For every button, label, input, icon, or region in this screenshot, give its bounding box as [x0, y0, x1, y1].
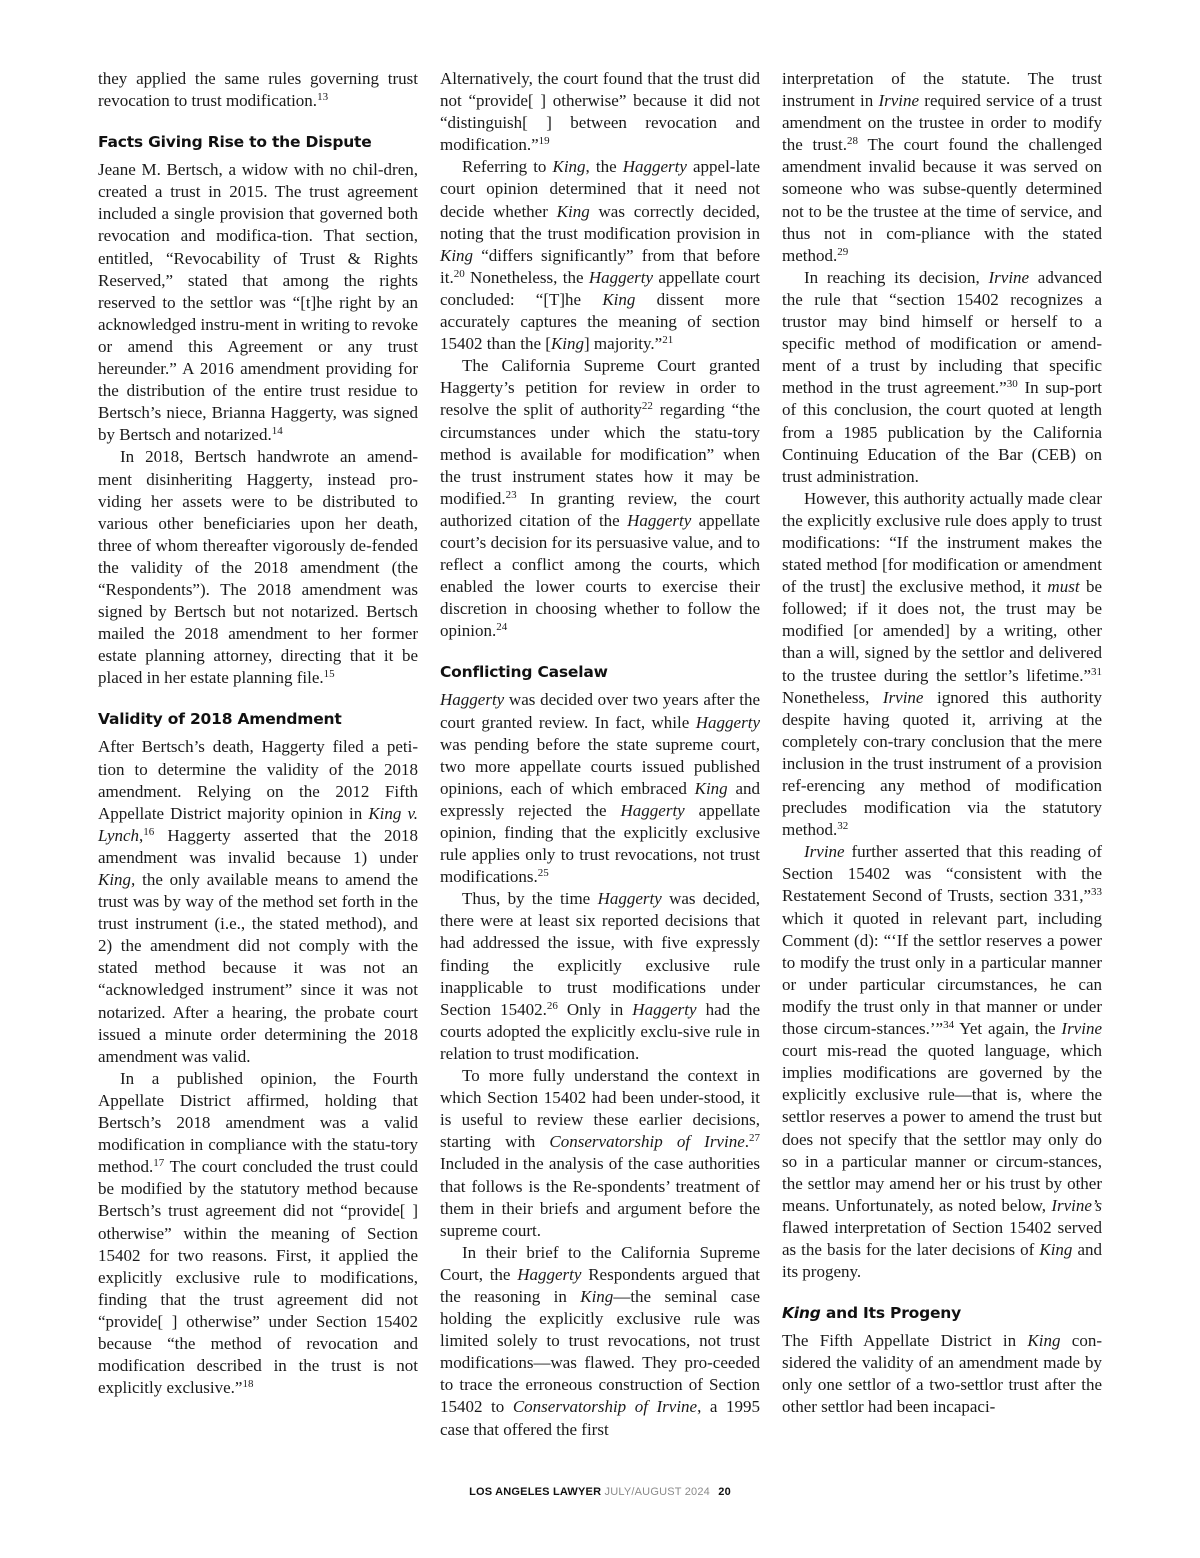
text-column-1: [98, 68, 418, 1399]
paragraph: Jeane M. Bertsch, a widow with no chil-dren, created a trust in 2015. The trust agreement included a single provision that governed both revocation and modifica-tion. That section, entitled, “Revocability of Trust & Rights Reserved,” stated that among the rights reserved to the settlor was “[t]he right by an acknowledged instru-ment in writing to revoke or amend this Agreement or any trust hereunder.” A 2016 amendment providing for the distribution of the entire trust residue to Bertsch’s niece, Brianna Haggerty, was signed by Bertsch and notarized.$^{14}$: [98, 160, 418, 445]
paragraph: Irvine further asserted that this reading of Section 15402 was “consistent with the Restatement Second of Trusts, section 331,”$^{33}$ which it quoted in relevant part, including Comment (d): “‘If the settlor reserves a power to modify the trust only in a particular manner or under particular circumstances, he can modify the trust only in that manner or under those circum-stances.’”$^{34}$ Yet again, the Irvine court mis-read the quoted language, which implies modifications are governed by the explicitly exclusive rule—that is, where the settlor reserves a power to amend the trust but does not specify that the settlor may only do so in a particular manner or circum-stances, the settlor may amend her or his trust by other means. Unfortunately, as noted below, Irvine’s flawed interpretation of Section 15402 served as the basis for the later decisions of King and its progeny.: [782, 842, 1102, 1282]
footer-publication: LOS ANGELES LAWYER: [469, 1486, 602, 1498]
section-heading: Facts Giving Rise to the Dispute: [98, 133, 372, 152]
paragraph: Referring to King, the Haggerty appel-late court opinion determined that it need not decide whether King was correctly decided, noting that the trust modification provision in King “differs significantly” from that before it.$^{20}$ Nonetheless, the Haggerty appellate court concluded: “[T]he King dissent more accurately captures the meaning of section 15402 than the [King] majority.”$^{21}$: [440, 157, 761, 354]
paragraph: Thus, by the time Haggerty was decided, there were at least six reported decisions that had addressed the issue, with five expressly finding the explicitly exclusive rule inapplicable to trust modifications under Section 15402.26 Only in Haggerty had the courts adopted the explicitly exclu-sive rule in relation to trust modification.: [440, 889, 760, 1063]
page-number: 20: [718, 1486, 731, 1498]
paragraph: To more fully understand the context in which Section 15402 had been under-stood, it is useful to review these earlier decisions, starting with Conservatorship of Irvine.$^{27}$ Included in the analysis of the case authorities that follows is the Re-spondents’ treatment of them in their briefs and argument before the supreme court.: [440, 1066, 760, 1240]
paragraph: Haggerty was decided over two years after the court granted review. In fact, while Haggerty was pending before the state supreme court, two more appellate courts issued published opinions, each of which embraced King and expressly rejected the Haggerty appellate opinion, finding that the explicitly exclusive rule applies only to trust revocations, not trust modifications.$^{25}$: [440, 690, 760, 887]
paragraph: In reaching its decision, Irvine advanced the rule that “section 15402 recognizes a trustor may bind himself or herself to a specific method of modification or amend-ment of a trust by including that specific method in the trust agreement.”$^{30}$ In sup-port of this conclusion, the court quoted at length from a 1985 publication by the California Continuing Education of the Bar (CEB) on trust administration.: [782, 267, 1102, 486]
paragraph: In a published opinion, the Fourth Appellate District affirmed, holding that Bertsch’s 2018 amendment was a valid modification in compliance with the statu-tory method.$^{17}$ The court concluded the trust could be modified by the statutory method because Bertsch’s trust agreement did not “provide[ ] otherwise” within the meaning of Section 15402 for two reasons. First, it applied the explicitly exclusive rule to modifications, finding that the trust agreement did not “provide[ ] otherwise” under Section 15402 because “the method of revocation and modification described in the trust is not explicitly exclusive.”$^{18}$: [98, 1068, 418, 1398]
section-heading: King and Its Progeny: [782, 1304, 962, 1323]
paragraph: Alternatively, the court found that the trust did not “provide[ ] otherwise” because it did not “distinguish[ ] between revocation and modification.”$^{19}$: [440, 69, 760, 155]
section-heading: Validity of 2018 Amendment: [98, 710, 342, 729]
paragraph: However, this authority actually made clear the explicitly exclusive rule does apply to trust modifications: “If the instrument makes the stated method [for modification or amendment of the trust] the exclusive method, it must be followed; if it does not, the trust may be modified [or amended] by a writing, other than a will, signed by the settlor and delivered to the trustee during the settlor’s lifetime.”$^{31}$ Nonetheless, Irvine ignored this authority despite having quoted it, arriving at the completely con-trary conclusion that the mere inclusion in the trust instrument of a provision ref-erencing any method of modification precludes modification via the statutory method.$^{32}$: [782, 488, 1103, 840]
paragraph: they applied the same rules governing trust revocation to trust modification.$^{13}$: [98, 69, 418, 111]
section-heading: Conflicting Caselaw: [440, 663, 608, 682]
text-column-2: [440, 68, 760, 1441]
page-footer: [0, 1486, 1200, 1498]
paragraph: After Bertsch’s death, Haggerty filed a peti-tion to determine the validity of the 2018 amendment. Relying on the 2012 Fifth Appellate District majority opinion in King v. Lynch,$^{16}$ Haggerty asserted that the 2018 amendment was invalid because 1) under King, the only available means to amend the trust was by way of the method set forth in the trust instrument (i.e., the stated method), and 2) the amendment did not comply with the stated method because it was not an “acknowledged instrument” since it was not notarized. After a hearing, the probate court issued a minute order determining the 2018 amendment was valid.: [98, 737, 418, 1066]
text-column-3: [782, 68, 1102, 1419]
footer-issue: JULY/AUGUST 2024: [604, 1486, 711, 1498]
paragraph: The California Supreme Court granted Haggerty’s petition for review in order to resolve the split of authority$^{22}$ regarding “the circumstances under which the statu-tory method is available for modification” when the trust instrument states how it may be modified.$^{23}$ In granting review, the court authorized citation of the Haggerty appellate court’s decision for its persuasive value, and to reflect a conflict among the courts, which enabled the lower courts to exercise their discretion in choosing whether to follow the opinion.$^{24}$: [440, 356, 760, 641]
paragraph: The Fifth Appellate District in King con-sidered the validity of an amendment made by only one settlor of a two-settlor trust after the other settlor had been incapaci-: [782, 1331, 1102, 1417]
paragraph: interpretation of the statute. The trust instrument in Irvine required service of a trust amendment on the trustee in order to modify the trust.$^{28}$ The court found the challenged amendment invalid because it was served on someone who was subse-quently determined not to be the trustee at the time of service, and thus not in com-pliance with the stated method.$^{29}$: [782, 69, 1102, 265]
paragraph: In 2018, Bertsch handwrote an amend-ment disinheriting Haggerty, instead pro-viding her assets were to be distributed to various other beneficiaries upon her death, three of whom thereafter vigorously de-fended the validity of the 2018 amendment (the “Respondents”). The 2018 amendment was signed by Bertsch but not notarized. Bertsch mailed the 2018 amendment to her former estate planning attorney, directing that it be placed in her estate planning file.$^{15}$: [98, 447, 418, 688]
paragraph: In their brief to the California Supreme Court, the Haggerty Respondents argued that the reasoning in King—the seminal case holding the explicitly exclusive rule was limited solely to trust revocations, not trust modifications—was flawed. They pro-ceeded to trace the erroneous construction of Section 15402 to Conservatorship of Irvine, a 1995 case that offered the first: [440, 1242, 760, 1439]
